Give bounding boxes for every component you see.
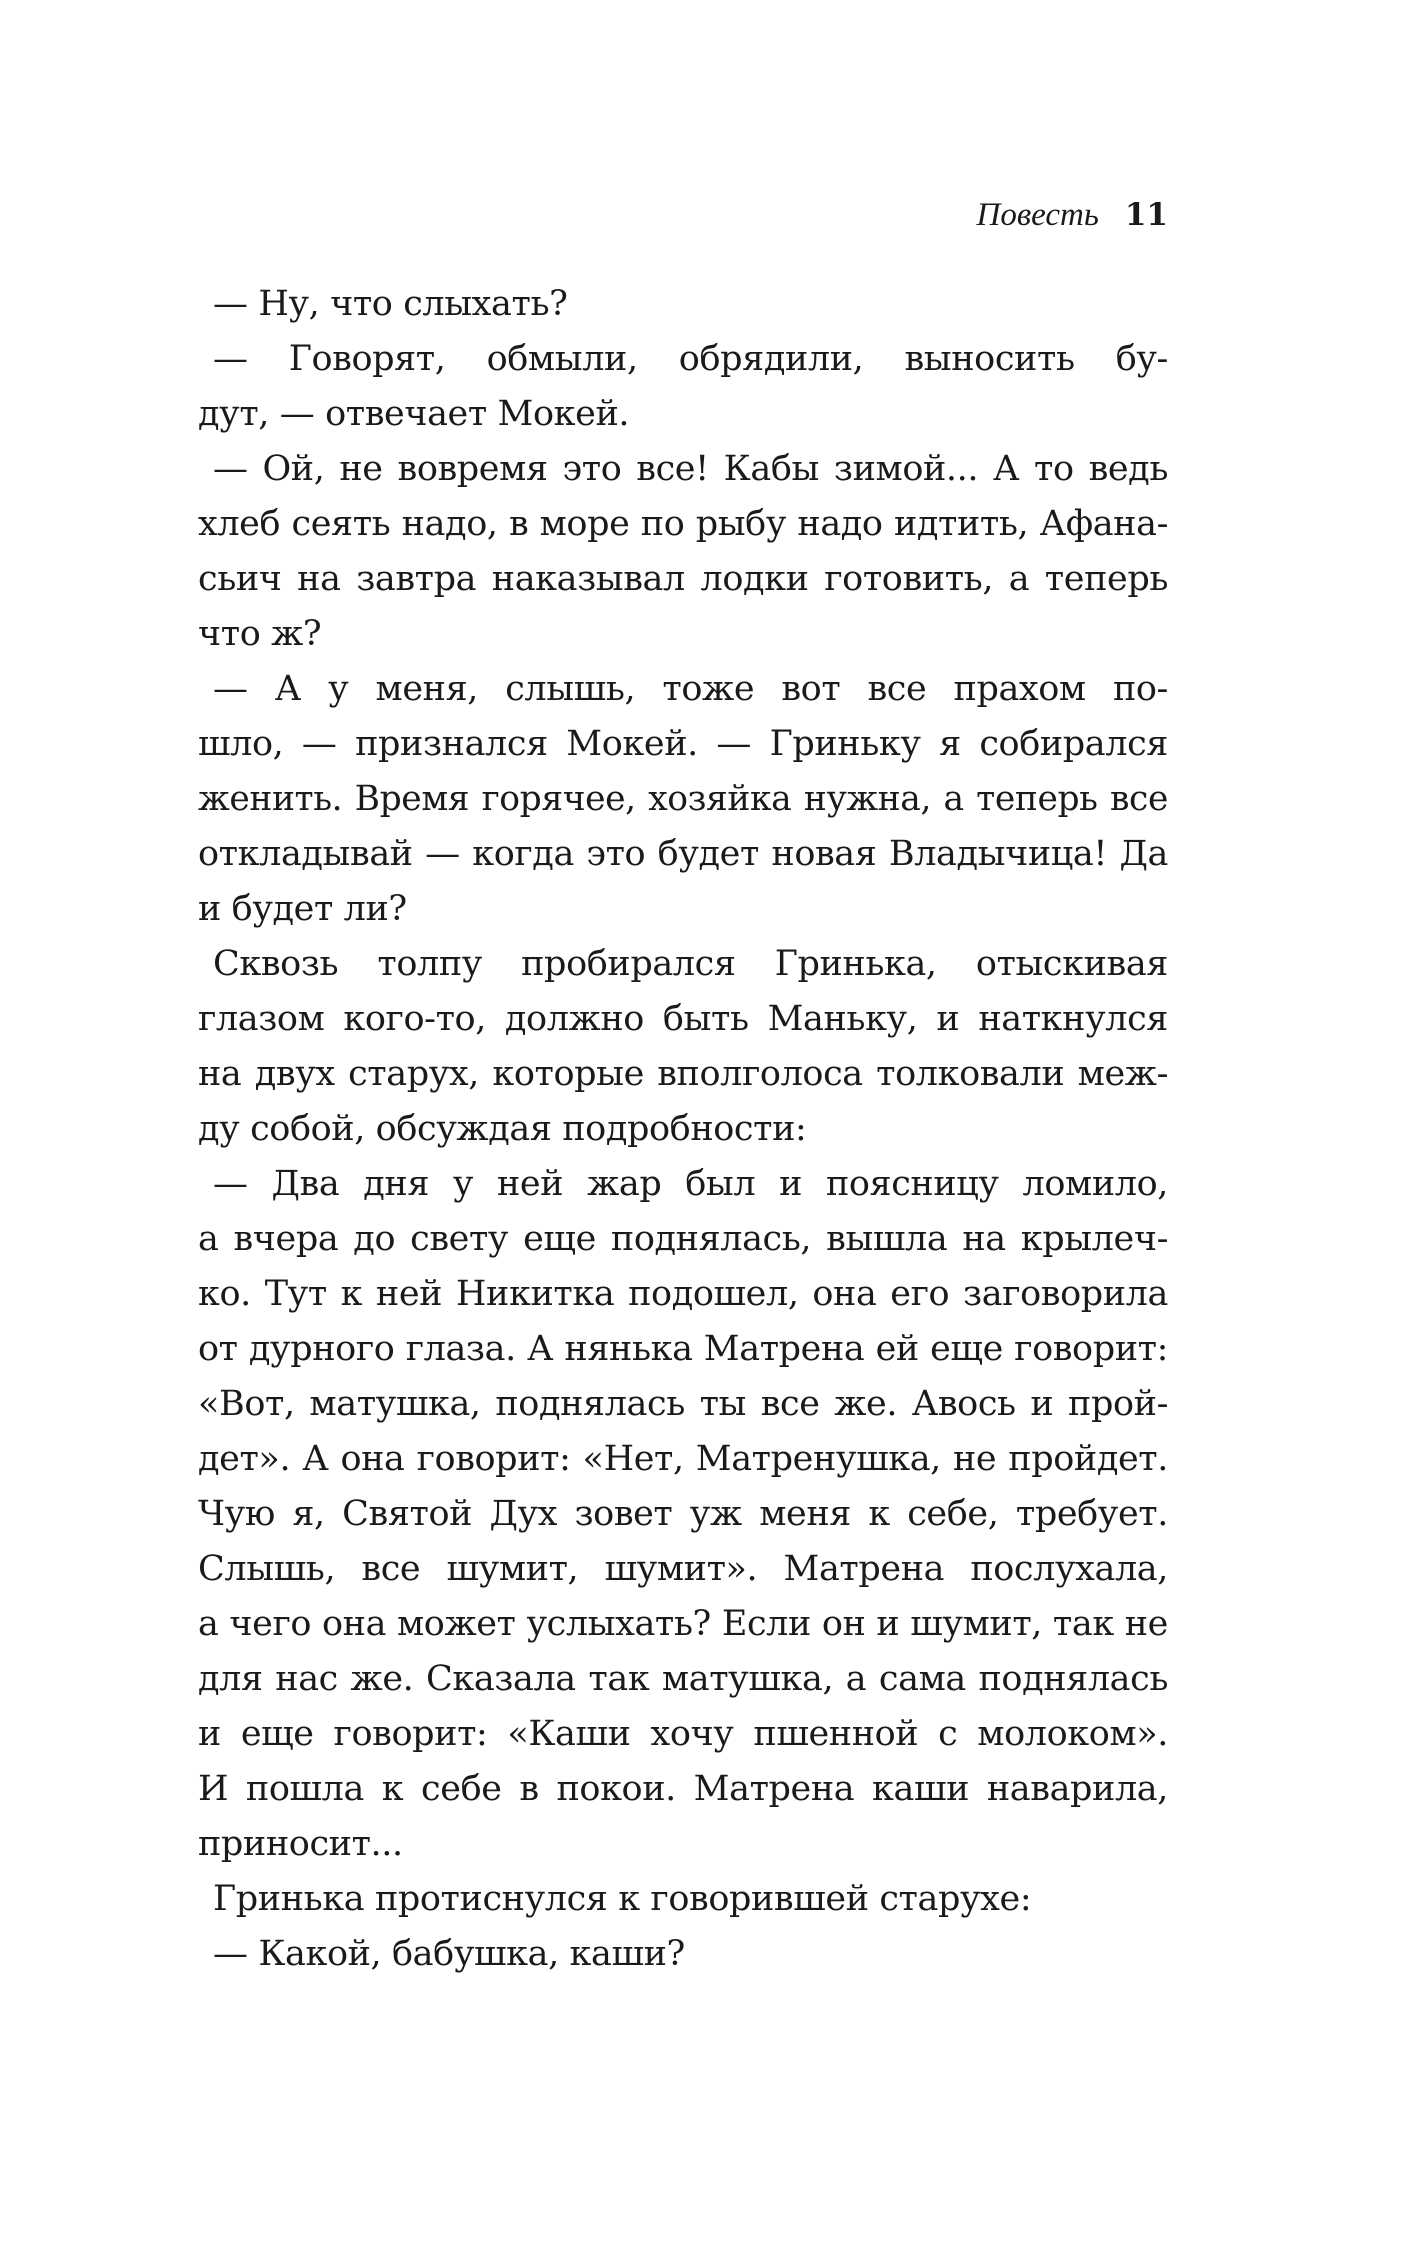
- text-line: дет». А она говорит: «Нет, Матренушка, не пройдет.: [198, 1439, 1168, 1479]
- text-line: откладывай — когда это будет новая Владычица! Да: [198, 834, 1168, 874]
- text-line: шло, — признался Мокей. — Гриньку я собирался: [198, 724, 1168, 764]
- text-line: для нас же. Сказала так матушка, а сама поднялась: [198, 1659, 1168, 1699]
- text-line: ду собой, обсуждая подробности:: [198, 1109, 807, 1149]
- text-line: дут, — отвечает Мокей.: [198, 394, 630, 434]
- text-line: а вчера до свету еще поднялась, вышла на крылеч-: [198, 1219, 1168, 1259]
- text-line: глазом кого-то, должно быть Маньку, и наткнулся: [198, 999, 1168, 1039]
- text-line: и будет ли?: [198, 889, 407, 929]
- text-line: приносит...: [198, 1824, 403, 1864]
- text-line: сьич на завтра наказывал лодки готовить, а теперь: [198, 559, 1168, 599]
- text-line: хлеб сеять надо, в море по рыбу надо идтить, Афана-: [198, 504, 1168, 544]
- text-line: на двух старух, которые вполголоса толковали меж-: [198, 1054, 1168, 1094]
- text-line: — Какой, бабушка, каши?: [213, 1934, 685, 1974]
- text-line: что ж?: [198, 614, 322, 654]
- body-text: [198, 277, 1168, 1982]
- text-line: и еще говорит: «Каши хочу пшенной с молоком».: [198, 1714, 1168, 1754]
- text-line: Слышь, все шумит, шумит». Матрена послухала,: [198, 1549, 1168, 1589]
- text-line: «Вот, матушка, поднялась ты все же. Авось и прой-: [198, 1384, 1168, 1424]
- running-head: [200, 190, 1168, 239]
- text-line: а чего она может услыхать? Если он и шумит, так не: [198, 1604, 1168, 1644]
- running-title: Повесть: [976, 197, 1099, 233]
- text-line: от дурного глаза. А нянька Матрена ей еще говорит:: [198, 1329, 1168, 1369]
- text-line: женить. Время горячее, хозяйка нужна, а теперь все: [198, 779, 1168, 819]
- text-line: ко. Тут к ней Никитка подошел, она его заговорила: [198, 1274, 1168, 1314]
- text-line: — Ну, что слыхать?: [213, 284, 568, 324]
- text-line: — Ой, не вовремя это все! Кабы зимой... А то ведь: [213, 449, 1168, 489]
- text-line: — Говорят, обмыли, обрядили, выносить бу-: [213, 339, 1168, 379]
- text-line: Чую я, Святой Дух зовет уж меня к себе, требует.: [198, 1494, 1168, 1534]
- text-line: — Два дня у ней жар был и поясницу ломило,: [213, 1164, 1168, 1204]
- text-line: Сквозь толпу пробирался Гринька, отыскивая: [213, 944, 1168, 984]
- text-line: Гринька протиснулся к говорившей старухе:: [213, 1879, 1032, 1919]
- page-number: 11: [1124, 197, 1168, 233]
- text-line: И пошла к себе в покои. Матрена каши наварила,: [198, 1769, 1168, 1809]
- text-line: — А у меня, слышь, тоже вот все прахом по-: [213, 669, 1168, 709]
